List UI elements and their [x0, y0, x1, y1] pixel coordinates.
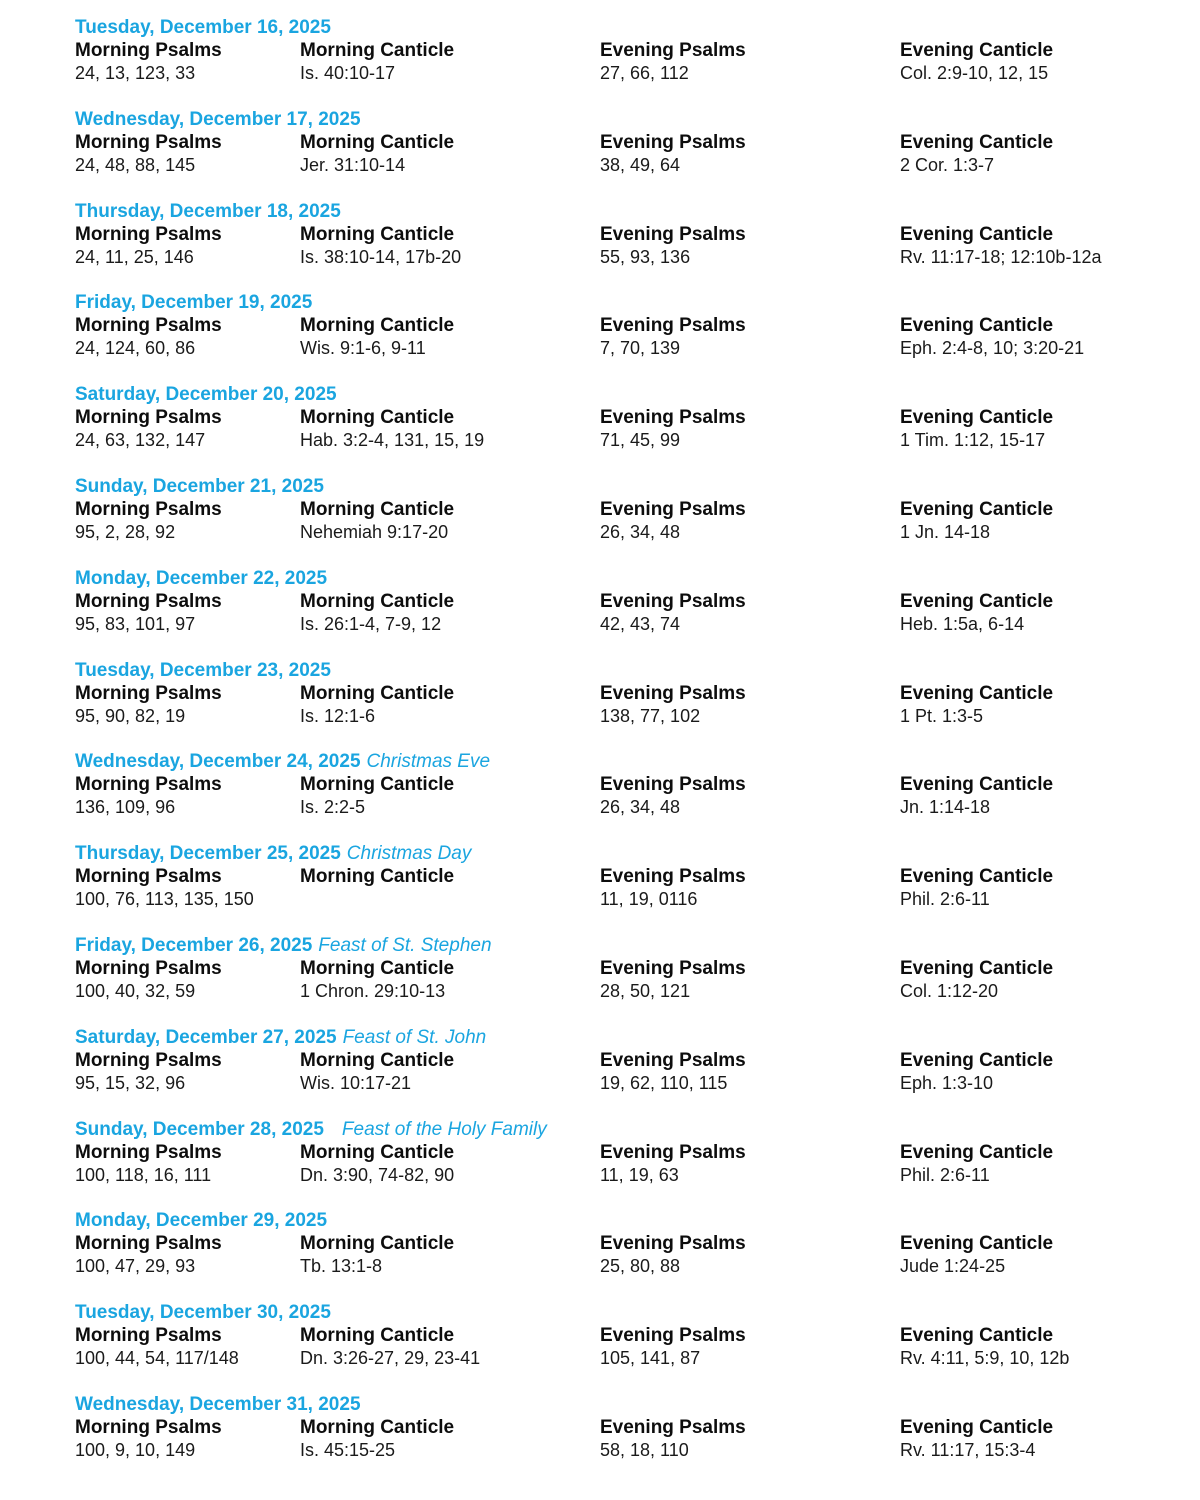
evening-psalms-column — [600, 1049, 746, 1095]
evening-canticle-value: Phil. 2:6-11 — [900, 1165, 990, 1185]
evening-canticle-column — [900, 39, 1053, 85]
morning-psalms-label: Morning Psalms — [75, 407, 222, 428]
morning-canticle-value: Wis. 9:1-6, 9-11 — [300, 338, 426, 358]
morning-psalms-value: 100, 9, 10, 149 — [75, 1440, 196, 1460]
evening-canticle-value: Heb. 1:5a, 6-14 — [900, 614, 1025, 634]
morning-canticle-value: Hab. 3:2-4, 131, 15, 19 — [300, 430, 485, 450]
day-date: Wednesday, December 17, 2025 — [75, 109, 361, 130]
day-heading — [75, 1118, 547, 1142]
evening-psalms-value: 28, 50, 121 — [600, 981, 691, 1001]
evening-canticle-column — [900, 957, 1053, 1003]
evening-psalms-column — [600, 131, 746, 177]
evening-canticle-label: Evening Canticle — [900, 1233, 1054, 1254]
morning-canticle-label: Morning Canticle — [300, 224, 455, 245]
evening-canticle-column — [900, 131, 1053, 177]
evening-psalms-value: 7, 70, 139 — [600, 338, 681, 358]
evening-psalms-label: Evening Psalms — [600, 1417, 746, 1438]
morning-psalms-value: 95, 15, 32, 96 — [75, 1073, 186, 1093]
evening-psalms-column — [600, 957, 746, 1003]
evening-canticle-label: Evening Canticle — [900, 40, 1054, 61]
evening-psalms-value: 27, 66, 112 — [600, 63, 689, 83]
morning-canticle-value: Is. 12:1-6 — [300, 706, 376, 726]
day-entry — [75, 659, 1185, 739]
morning-canticle-column — [300, 223, 461, 269]
morning-canticle-value: Dn. 3:26-27, 29, 23-41 — [300, 1348, 481, 1368]
evening-canticle-value: 2 Cor. 1:3-7 — [900, 155, 995, 175]
evening-psalms-column — [600, 1232, 746, 1278]
morning-canticle-label: Morning Canticle — [300, 1325, 455, 1346]
evening-canticle-value: Rv. 11:17-18; 12:10b-12a — [900, 247, 1102, 267]
morning-canticle-label: Morning Canticle — [300, 1142, 455, 1163]
evening-canticle-value: Col. 2:9-10, 12, 15 — [900, 63, 1049, 83]
morning-canticle-value: Wis. 10:17-21 — [300, 1073, 412, 1093]
morning-canticle-column — [300, 39, 454, 85]
day-heading — [75, 567, 327, 591]
morning-psalms-value: 100, 47, 29, 93 — [75, 1256, 196, 1276]
morning-psalms-value: 95, 2, 28, 92 — [75, 522, 176, 542]
evening-canticle-value: Col. 1:12-20 — [900, 981, 999, 1001]
day-date: Friday, December 19, 2025 — [75, 292, 313, 313]
morning-canticle-column — [300, 498, 454, 544]
morning-psalms-label: Morning Psalms — [75, 132, 222, 153]
evening-psalms-value: 138, 77, 102 — [600, 706, 701, 726]
morning-psalms-value: 100, 40, 32, 59 — [75, 981, 196, 1001]
morning-psalms-label: Morning Psalms — [75, 1417, 222, 1438]
evening-canticle-value: Rv. 11:17, 15:3-4 — [900, 1440, 1036, 1460]
morning-psalms-label: Morning Psalms — [75, 40, 222, 61]
evening-psalms-column — [600, 1416, 746, 1462]
day-heading — [75, 291, 312, 315]
feast-name: Feast of St. Stephen — [318, 935, 492, 956]
evening-canticle-column — [900, 314, 1084, 360]
morning-canticle-label: Morning Canticle — [300, 1417, 455, 1438]
day-entry — [75, 750, 1185, 830]
evening-canticle-column — [900, 498, 1053, 544]
morning-psalms-column — [75, 498, 222, 544]
evening-canticle-label: Evening Canticle — [900, 407, 1054, 428]
evening-psalms-label: Evening Psalms — [600, 40, 746, 61]
morning-psalms-column — [75, 1416, 222, 1462]
day-date: Wednesday, December 24, 2025 — [75, 751, 361, 772]
evening-psalms-column — [600, 314, 746, 360]
feast-name: Christmas Day — [346, 843, 472, 864]
evening-canticle-label: Evening Canticle — [900, 132, 1054, 153]
evening-canticle-label: Evening Canticle — [900, 591, 1054, 612]
evening-canticle-value: 1 Pt. 1:3-5 — [900, 706, 984, 726]
morning-psalms-column — [75, 223, 222, 269]
morning-psalms-value: 24, 48, 88, 145 — [75, 155, 196, 175]
day-date: Saturday, December 27, 2025 — [75, 1027, 337, 1048]
day-date: Tuesday, December 16, 2025 — [75, 17, 331, 38]
day-heading — [75, 475, 324, 499]
evening-psalms-column — [600, 1324, 746, 1370]
morning-psalms-column — [75, 1141, 222, 1187]
morning-psalms-label: Morning Psalms — [75, 1325, 222, 1346]
day-entry — [75, 291, 1185, 371]
morning-canticle-value: Is. 45:15-25 — [300, 1440, 396, 1460]
morning-canticle-label: Morning Canticle — [300, 407, 455, 428]
day-entry — [75, 16, 1185, 96]
evening-psalms-column — [600, 865, 746, 911]
morning-psalms-column — [75, 39, 222, 85]
evening-psalms-label: Evening Psalms — [600, 958, 746, 979]
evening-canticle-label: Evening Canticle — [900, 1417, 1054, 1438]
morning-psalms-label: Morning Psalms — [75, 774, 222, 795]
evening-psalms-value: 58, 18, 110 — [600, 1440, 689, 1460]
morning-canticle-column — [300, 773, 454, 819]
evening-canticle-value: Eph. 1:3-10 — [900, 1073, 994, 1093]
evening-canticle-label: Evening Canticle — [900, 1142, 1054, 1163]
morning-canticle-value: Is. 38:10-14, 17b-20 — [300, 247, 462, 267]
morning-canticle-column — [300, 406, 484, 452]
day-date: Sunday, December 21, 2025 — [75, 476, 324, 497]
morning-canticle-label: Morning Canticle — [300, 132, 455, 153]
day-heading — [75, 108, 361, 132]
morning-psalms-label: Morning Psalms — [75, 591, 222, 612]
evening-canticle-column — [900, 1141, 1053, 1187]
day-entry — [75, 108, 1185, 188]
morning-psalms-column — [75, 682, 222, 728]
evening-psalms-label: Evening Psalms — [600, 1142, 746, 1163]
morning-psalms-value: 100, 44, 54, 117/148 — [75, 1348, 239, 1368]
morning-canticle-value: Dn. 3:90, 74-82, 90 — [300, 1165, 455, 1185]
day-heading — [75, 750, 490, 774]
day-entry — [75, 1393, 1185, 1473]
morning-psalms-value: 100, 76, 113, 135, 150 — [75, 889, 254, 909]
day-date: Wednesday, December 31, 2025 — [75, 1394, 361, 1415]
evening-canticle-label: Evening Canticle — [900, 1325, 1054, 1346]
morning-canticle-label: Morning Canticle — [300, 40, 455, 61]
morning-psalms-label: Morning Psalms — [75, 224, 222, 245]
day-date: Monday, December 22, 2025 — [75, 568, 328, 589]
day-entry — [75, 200, 1185, 280]
morning-psalms-column — [75, 1232, 222, 1278]
evening-psalms-column — [600, 223, 746, 269]
evening-psalms-label: Evening Psalms — [600, 683, 746, 704]
evening-psalms-value: 26, 34, 48 — [600, 522, 681, 542]
day-date: Friday, December 26, 2025 — [75, 935, 313, 956]
evening-canticle-label: Evening Canticle — [900, 499, 1054, 520]
morning-canticle-value: Is. 40:10-17 — [300, 63, 396, 83]
evening-canticle-label: Evening Canticle — [900, 1050, 1054, 1071]
evening-canticle-column — [900, 865, 1053, 911]
morning-psalms-label: Morning Psalms — [75, 499, 222, 520]
evening-canticle-value: Eph. 2:4-8, 10; 3:20-21 — [900, 338, 1085, 358]
day-heading — [75, 1301, 331, 1325]
day-entry — [75, 1118, 1185, 1198]
morning-canticle-label: Morning Canticle — [300, 499, 455, 520]
morning-psalms-value: 136, 109, 96 — [75, 797, 176, 817]
day-heading — [75, 1209, 327, 1233]
morning-canticle-column — [300, 865, 454, 911]
evening-psalms-value: 38, 49, 64 — [600, 155, 681, 175]
day-heading — [75, 1026, 486, 1050]
morning-psalms-column — [75, 1049, 222, 1095]
evening-psalms-column — [600, 773, 746, 819]
morning-psalms-label: Morning Psalms — [75, 683, 222, 704]
morning-psalms-column — [75, 131, 222, 177]
morning-canticle-column — [300, 682, 454, 728]
evening-canticle-column — [900, 223, 1101, 269]
evening-canticle-column — [900, 773, 1053, 819]
evening-canticle-label: Evening Canticle — [900, 866, 1054, 887]
morning-canticle-label: Morning Canticle — [300, 774, 455, 795]
evening-psalms-column — [600, 682, 746, 728]
evening-canticle-column — [900, 1232, 1053, 1278]
morning-canticle-column — [300, 1232, 454, 1278]
morning-psalms-column — [75, 314, 222, 360]
morning-canticle-label: Morning Canticle — [300, 315, 455, 336]
morning-canticle-column — [300, 314, 454, 360]
morning-psalms-column — [75, 1324, 239, 1370]
evening-psalms-column — [600, 590, 746, 636]
morning-psalms-value: 24, 13, 123, 33 — [75, 63, 196, 83]
morning-psalms-label: Morning Psalms — [75, 958, 222, 979]
evening-canticle-value: Jn. 1:14-18 — [900, 797, 991, 817]
morning-canticle-value: 1 Chron. 29:10-13 — [300, 981, 446, 1001]
evening-psalms-value: 11, 19, 0116 — [600, 889, 698, 909]
morning-canticle-label: Morning Canticle — [300, 866, 455, 887]
evening-canticle-value: 1 Jn. 14-18 — [900, 522, 991, 542]
evening-psalms-column — [600, 39, 746, 85]
evening-psalms-label: Evening Psalms — [600, 315, 746, 336]
morning-canticle-label: Morning Canticle — [300, 1050, 455, 1071]
day-entry — [75, 842, 1185, 922]
evening-psalms-label: Evening Psalms — [600, 1325, 746, 1346]
evening-canticle-label: Evening Canticle — [900, 958, 1054, 979]
day-entry — [75, 1301, 1185, 1381]
morning-canticle-value: Tb. 13:1-8 — [300, 1256, 383, 1276]
evening-canticle-label: Evening Canticle — [900, 224, 1054, 245]
morning-canticle-column — [300, 131, 454, 177]
evening-canticle-label: Evening Canticle — [900, 683, 1054, 704]
morning-psalms-column — [75, 865, 254, 911]
morning-canticle-column — [300, 1416, 454, 1462]
day-date: Saturday, December 20, 2025 — [75, 384, 337, 405]
day-entry — [75, 475, 1185, 555]
day-date: Tuesday, December 23, 2025 — [75, 660, 331, 681]
day-entry — [75, 383, 1185, 463]
morning-psalms-value: 95, 83, 101, 97 — [75, 614, 196, 634]
morning-psalms-value: 24, 124, 60, 86 — [75, 338, 196, 358]
evening-psalms-label: Evening Psalms — [600, 499, 746, 520]
morning-canticle-column — [300, 590, 454, 636]
day-heading — [75, 659, 331, 683]
evening-psalms-value: 25, 80, 88 — [600, 1256, 681, 1276]
day-entry — [75, 567, 1185, 647]
morning-psalms-value: 100, 118, 16, 111 — [75, 1165, 212, 1185]
evening-psalms-value: 105, 141, 87 — [600, 1348, 701, 1368]
day-date: Monday, December 29, 2025 — [75, 1210, 328, 1231]
evening-psalms-label: Evening Psalms — [600, 132, 746, 153]
day-entry — [75, 1209, 1185, 1289]
morning-canticle-label: Morning Canticle — [300, 1233, 455, 1254]
morning-psalms-label: Morning Psalms — [75, 866, 222, 887]
evening-canticle-column — [900, 406, 1053, 452]
evening-psalms-value: 42, 43, 74 — [600, 614, 681, 634]
day-heading — [75, 842, 471, 866]
morning-psalms-label: Morning Psalms — [75, 1233, 222, 1254]
day-heading — [75, 200, 341, 224]
evening-canticle-value: Rv. 4:11, 5:9, 10, 12b — [900, 1348, 1070, 1368]
morning-psalms-value: 24, 63, 132, 147 — [75, 430, 206, 450]
morning-canticle-label: Morning Canticle — [300, 958, 455, 979]
morning-psalms-value: 95, 90, 82, 19 — [75, 706, 186, 726]
evening-psalms-label: Evening Psalms — [600, 591, 746, 612]
morning-psalms-label: Morning Psalms — [75, 1050, 222, 1071]
day-entry — [75, 934, 1185, 1014]
morning-psalms-column — [75, 773, 222, 819]
morning-canticle-value: Nehemiah 9:17-20 — [300, 522, 449, 542]
evening-psalms-column — [600, 1141, 746, 1187]
evening-canticle-column — [900, 1324, 1069, 1370]
morning-psalms-label: Morning Psalms — [75, 315, 222, 336]
day-date: Thursday, December 18, 2025 — [75, 201, 341, 222]
day-date: Tuesday, December 30, 2025 — [75, 1302, 331, 1323]
morning-canticle-column — [300, 957, 454, 1003]
evening-canticle-label: Evening Canticle — [900, 774, 1054, 795]
morning-psalms-column — [75, 590, 222, 636]
evening-psalms-column — [600, 406, 746, 452]
morning-psalms-value: 24, 11, 25, 146 — [75, 247, 194, 267]
evening-psalms-label: Evening Psalms — [600, 866, 746, 887]
morning-canticle-value — [300, 888, 454, 911]
evening-psalms-label: Evening Psalms — [600, 1233, 746, 1254]
day-heading — [75, 1393, 361, 1417]
evening-canticle-column — [900, 1049, 1053, 1095]
day-entry — [75, 1026, 1185, 1106]
morning-canticle-value: Is. 2:2-5 — [300, 797, 366, 817]
day-heading — [75, 16, 331, 40]
evening-psalms-value: 11, 19, 63 — [600, 1165, 679, 1185]
evening-psalms-value: 71, 45, 99 — [600, 430, 681, 450]
evening-psalms-column — [600, 498, 746, 544]
morning-canticle-value: Is. 26:1-4, 7-9, 12 — [300, 614, 442, 634]
morning-psalms-column — [75, 406, 222, 452]
evening-psalms-label: Evening Psalms — [600, 224, 746, 245]
evening-psalms-label: Evening Psalms — [600, 774, 746, 795]
morning-psalms-label: Morning Psalms — [75, 1142, 222, 1163]
morning-canticle-column — [300, 1324, 480, 1370]
feast-name: Feast of St. John — [342, 1027, 487, 1048]
feast-name: Feast of the Holy Family — [341, 1119, 547, 1140]
evening-canticle-column — [900, 590, 1053, 636]
evening-canticle-value: Phil. 2:6-11 — [900, 889, 990, 909]
morning-canticle-value: Jer. 31:10-14 — [300, 155, 406, 175]
day-date: Thursday, December 25, 2025 — [75, 843, 341, 864]
morning-canticle-column — [300, 1049, 454, 1095]
morning-canticle-label: Morning Canticle — [300, 591, 455, 612]
evening-canticle-value: Jude 1:24-25 — [900, 1256, 1006, 1276]
evening-psalms-value: 55, 93, 136 — [600, 247, 691, 267]
morning-canticle-label: Morning Canticle — [300, 683, 455, 704]
day-heading — [75, 934, 492, 958]
morning-canticle-column — [300, 1141, 454, 1187]
feast-name: Christmas Eve — [366, 751, 491, 772]
day-date: Sunday, December 28, 2025 — [75, 1119, 324, 1140]
evening-psalms-value: 26, 34, 48 — [600, 797, 681, 817]
day-heading — [75, 383, 337, 407]
evening-psalms-label: Evening Psalms — [600, 1050, 746, 1071]
evening-psalms-label: Evening Psalms — [600, 407, 746, 428]
evening-canticle-value: 1 Tim. 1:12, 15-17 — [900, 430, 1046, 450]
evening-canticle-column — [900, 1416, 1053, 1462]
evening-psalms-value: 19, 62, 110, 115 — [600, 1073, 728, 1093]
morning-psalms-column — [75, 957, 222, 1003]
evening-canticle-column — [900, 682, 1053, 728]
evening-canticle-label: Evening Canticle — [900, 315, 1054, 336]
